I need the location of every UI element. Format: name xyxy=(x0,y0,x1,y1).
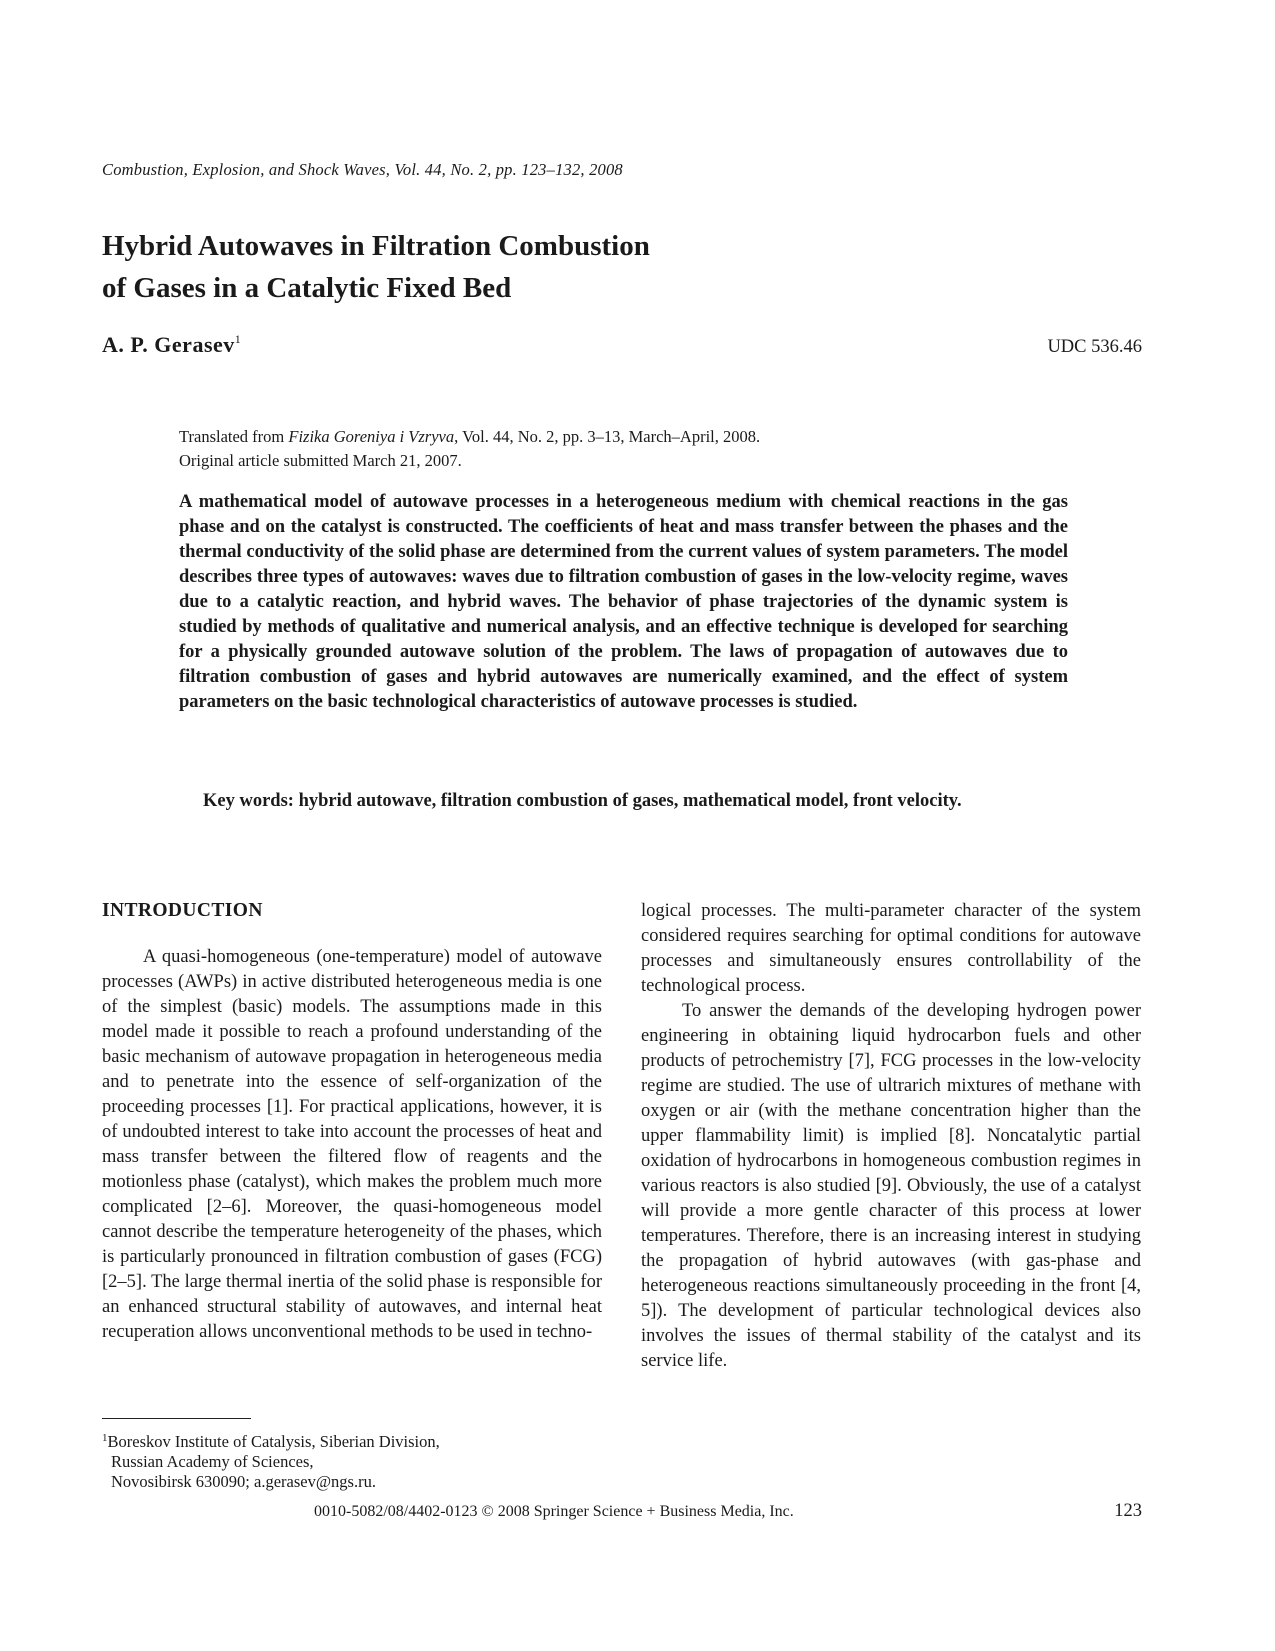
intro-paragraph-2: To answer the demands of the developing hydrogen power engineering in obtaining liquid hydrocarbon fuels and other products of petrochemistry [7], FCG processes in the low-velocity regime are studied. The use of ultrarich mixtures of methane with oxygen or air (with the methane concentration higher than the upper flammability limit) is implied [8]. Noncatalytic partial oxidation of hydrocarbons in homogeneous combustion regimes in various reactors is also studied [9]. Obviously, the use of a catalyst will provide a more gentle character of this process at lower temperatures. Therefore, there is an increasing interest in studying the propagation of hybrid autowaves (with gas-phase and heterogeneous reactions simultaneously proceeding in the front [4, 5]). The development of particular technological devices also involves the issues of thermal stability of the catalyst and its service life. xyxy=(641,1001,1141,1371)
abstract: A mathematical model of autowave processes in a heterogeneous medium with chemical reactions in the gas phase and on the catalyst is constructed. The coefficients of heat and mass transfer between the phases and the thermal conductivity of the solid phase are determined from the current values of system parameters. The model describes three types of autowaves: waves due to filtration combustion of gases in the low-velocity regime, waves due to a catalytic reaction, and hybrid waves. The behavior of phase trajectories of the dynamic system is studied by methods of qualitative and numerical analysis, and an effective technique is developed for searching for a physically grounded autowave solution of the problem. The laws of propagation of autowaves due to filtration combustion of gases and hybrid autowaves are numerically examined, and the effect of system parameters on the basic technological characteristics of autowave processes is studied. xyxy=(179,492,1068,712)
translation-line xyxy=(179,425,760,449)
page-number: 123 xyxy=(1114,1501,1142,1521)
translation-source: Fizika Goreniya i Vzryva xyxy=(288,427,455,446)
title-line-2: of Gases in a Catalytic Fixed Bed xyxy=(102,272,512,304)
footnote-divider xyxy=(102,1418,251,1419)
footnote-line-2: Russian Academy of Sciences, xyxy=(111,1452,314,1471)
title-line-1: Hybrid Autowaves in Filtration Combustion xyxy=(102,230,650,262)
intro-paragraph-1: A quasi-homogeneous (one-temperature) model of autowave processes (AWPs) in active distributed heterogeneous media is one of the simplest (basic) models. The assumptions made in this model made it possible to reach a profound understanding of the basic mechanism of autowave propagation in heterogeneous media and to penetrate into the essence of self-organization of the proceeding processes [1]. For practical applications, however, it is of undoubted interest to take into account the processes of heat and mass transfer between the filtered flow of reagents and the motionless phase (catalyst), which makes the problem much more complicated [2–6]. Moreover, the quasi-homogeneous model cannot describe the temperature heterogeneity of the phases, which is particularly pronounced in filtration combustion of gases (FCG) [2–5]. The large thermal inertia of the solid phase is responsible for an enhanced structural stability of autowaves, and internal heat recuperation allows unconventional methods to be used in techno- xyxy=(102,947,602,1342)
left-column xyxy=(102,945,602,1345)
author xyxy=(102,332,241,358)
author-footnote-mark: 1 xyxy=(234,332,242,346)
copyright-line: 0010-5082/08/4402-0123 © 2008 Springer Science + Business Media, Inc. xyxy=(314,1503,794,1520)
footnote-line-1 xyxy=(102,1428,440,1452)
intro-paragraph-1-continued: logical processes. The multi-parameter character of the system considered requires searching for optimal conditions for autowave processes and simultaneously ensures controllability of the technological process. xyxy=(641,901,1141,996)
udc-code: UDC 536.46 xyxy=(1047,337,1142,357)
author-name: A. P. Gerasev xyxy=(102,332,235,357)
right-column xyxy=(641,899,1141,1374)
submission-note: Original article submitted March 21, 2007. xyxy=(179,451,462,470)
keywords: Key words: hybrid autowave, filtration combustion of gases, mathematical model, front velocity. xyxy=(203,791,962,811)
section-heading-introduction: INTRODUCTION xyxy=(102,900,263,921)
footnote-text-1: Boreskov Institute of Catalysis, Siberian Division, xyxy=(107,1432,440,1451)
paper-title xyxy=(102,225,650,309)
translation-prefix: Translated from xyxy=(179,427,289,446)
translation-note xyxy=(179,425,760,473)
translation-suffix: , Vol. 44, No. 2, pp. 3–13, March–April, 2008. xyxy=(454,427,761,446)
footnote-line-3: Novosibirsk 630090; a.gerasev@ngs.ru. xyxy=(111,1472,376,1491)
footnote-mark: 1 xyxy=(102,1432,108,1444)
journal-citation: Combustion, Explosion, and Shock Waves, Vol. 44, No. 2, pp. 123–132, 2008 xyxy=(102,160,623,179)
footnote xyxy=(102,1428,440,1492)
